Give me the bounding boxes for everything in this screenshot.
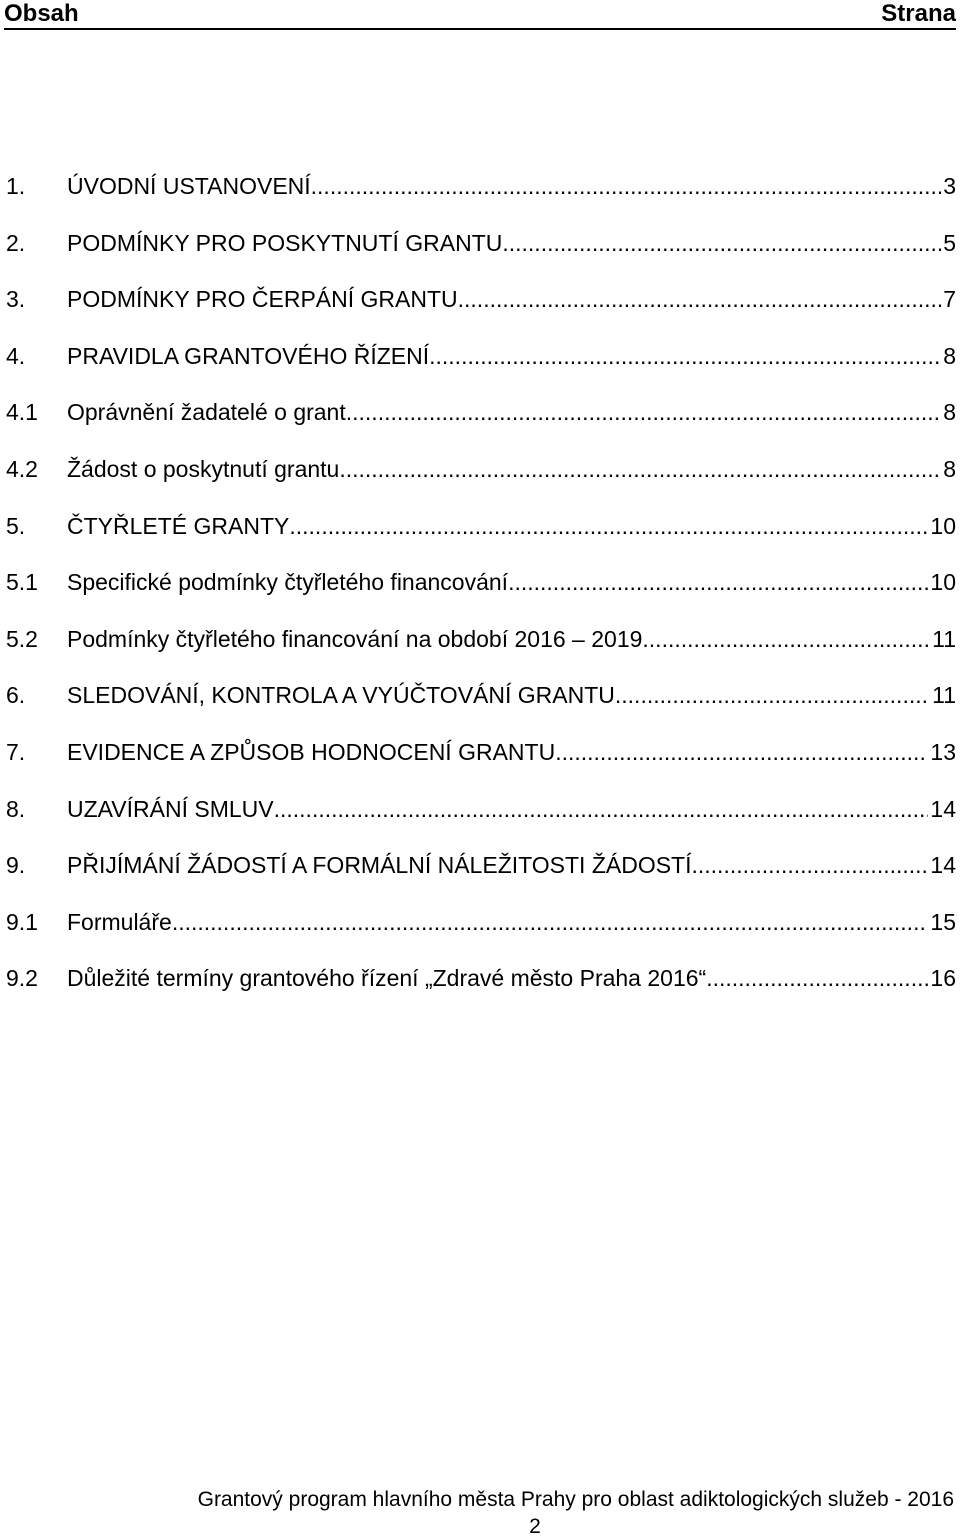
toc-entry-number: 4.1 xyxy=(6,399,38,426)
toc-dot-leader xyxy=(289,498,928,555)
toc-entry-page: 3 xyxy=(943,173,956,199)
toc-entry-4[interactable] xyxy=(6,328,956,385)
toc-entry-page: 13 xyxy=(930,738,956,765)
toc-dot-leader xyxy=(692,837,929,894)
toc-entry-number: 3. xyxy=(6,286,26,313)
toc-entry-9[interactable] xyxy=(6,837,956,894)
toc-entry-page: 10 xyxy=(930,569,956,596)
toc-entry-title: PRAVIDLA GRANTOVÉHO ŘÍZENÍ xyxy=(67,342,430,369)
toc-entry-2[interactable] xyxy=(6,215,956,272)
toc-header xyxy=(4,0,956,30)
toc-entry-title: SLEDOVÁNÍ, KONTROLA A VYÚČTOVÁNÍ GRANTU xyxy=(67,682,615,709)
toc-entry-number: 9.1 xyxy=(6,908,38,935)
toc-entry-page: 11 xyxy=(932,625,956,652)
toc-dot-leader xyxy=(311,158,942,215)
toc-entry-page: 15 xyxy=(930,908,956,935)
toc-entry-title: Specifické podmínky čtyřletého financování xyxy=(67,569,509,596)
page-number: 2 xyxy=(529,1515,541,1538)
toc-entry-number: 9. xyxy=(6,852,26,879)
toc-dot-leader xyxy=(615,667,930,724)
toc-entry-number: 9.2 xyxy=(6,965,38,992)
toc-entry-8[interactable] xyxy=(6,781,956,838)
toc-dot-leader xyxy=(458,271,942,328)
toc-dot-leader xyxy=(429,328,941,385)
toc-entry-title: ČTYŘLETÉ GRANTY xyxy=(67,512,290,539)
toc-entry-page: 14 xyxy=(930,852,956,879)
toc-entry-3[interactable] xyxy=(6,271,956,328)
toc-dot-leader xyxy=(339,441,941,498)
toc-dot-leader xyxy=(555,724,928,781)
toc-dot-leader xyxy=(274,781,929,838)
toc-entry-6[interactable] xyxy=(6,667,956,724)
toc-entry-7[interactable] xyxy=(6,724,956,781)
toc-entry-number: 4.2 xyxy=(6,455,38,482)
toc-entry-title: Oprávnění žadatelé o grant xyxy=(67,399,346,426)
toc-dot-leader xyxy=(172,894,929,951)
toc-entry-number: 7. xyxy=(6,738,26,765)
toc-dot-leader xyxy=(346,384,941,441)
toc-entry-page: 16 xyxy=(930,965,956,992)
toc-entry-page: 10 xyxy=(930,512,956,539)
toc-entry-5[interactable] xyxy=(6,498,956,555)
toc-dot-leader xyxy=(642,611,930,668)
toc-entry-page: 11 xyxy=(932,682,956,709)
toc-entry-title: PODMÍNKY PRO ČERPÁNÍ GRANTU xyxy=(67,286,458,313)
toc-entry-page: 5 xyxy=(943,229,956,256)
toc-entry-title: PODMÍNKY PRO POSKYTNUTÍ GRANTU xyxy=(67,229,503,256)
toc-entry-1[interactable] xyxy=(6,158,956,215)
contents-heading: Obsah xyxy=(4,0,79,27)
toc-entry-page: 14 xyxy=(930,795,956,822)
toc-entry-5-2[interactable] xyxy=(6,611,956,668)
toc-dot-leader xyxy=(502,215,941,272)
toc-entry-number: 6. xyxy=(6,682,26,709)
toc-entry-number: 5.2 xyxy=(6,625,38,652)
toc-entry-number: 4. xyxy=(6,342,26,369)
toc-entry-page: 7 xyxy=(943,286,956,313)
toc-entry-4-1[interactable] xyxy=(6,384,956,441)
toc-entry-number: 2. xyxy=(6,229,26,256)
toc-entry-page: 8 xyxy=(943,342,956,369)
toc-entry-title: UZAVÍRÁNÍ SMLUV xyxy=(67,795,274,822)
toc-dot-leader xyxy=(706,950,928,1007)
toc-entry-page: 8 xyxy=(943,399,956,426)
toc-entry-9-2[interactable] xyxy=(6,950,956,1007)
toc-entry-title: EVIDENCE A ZPŮSOB HODNOCENÍ GRANTU xyxy=(67,738,556,765)
toc-entry-title: PŘIJÍMÁNÍ ŽÁDOSTÍ A FORMÁLNÍ NÁLEŽITOSTI ŽÁDOSTÍ xyxy=(67,852,692,879)
toc-entry-number: 5.1 xyxy=(6,569,38,596)
toc-entry-4-2[interactable] xyxy=(6,441,956,498)
toc-entry-title: Formuláře xyxy=(67,908,172,935)
toc-dot-leader xyxy=(508,554,928,611)
toc-entry-title: Podmínky čtyřletého financování na období 2016 – 2019 xyxy=(67,625,643,652)
toc-entry-5-1[interactable] xyxy=(6,554,956,611)
toc-entry-title: Žádost o poskytnutí grantu xyxy=(67,455,340,482)
toc-entry-title: ÚVODNÍ USTANOVENÍ xyxy=(67,173,311,199)
toc-entry-9-1[interactable] xyxy=(6,894,956,951)
toc-entry-number: 5. xyxy=(6,512,26,539)
toc-entry-number: 8. xyxy=(6,795,26,822)
footer-program-title: Grantový program hlavního města Prahy pro oblast adiktologických služeb - 2016 xyxy=(197,1488,954,1511)
toc-entry-number: 1. xyxy=(6,173,26,199)
toc-entry-page: 8 xyxy=(943,455,956,482)
table-of-contents xyxy=(6,158,956,1007)
page-column-heading: Strana xyxy=(881,0,956,27)
toc-entry-title: Důležité termíny grantového řízení „Zdravé město Praha 2016“ xyxy=(67,965,707,992)
